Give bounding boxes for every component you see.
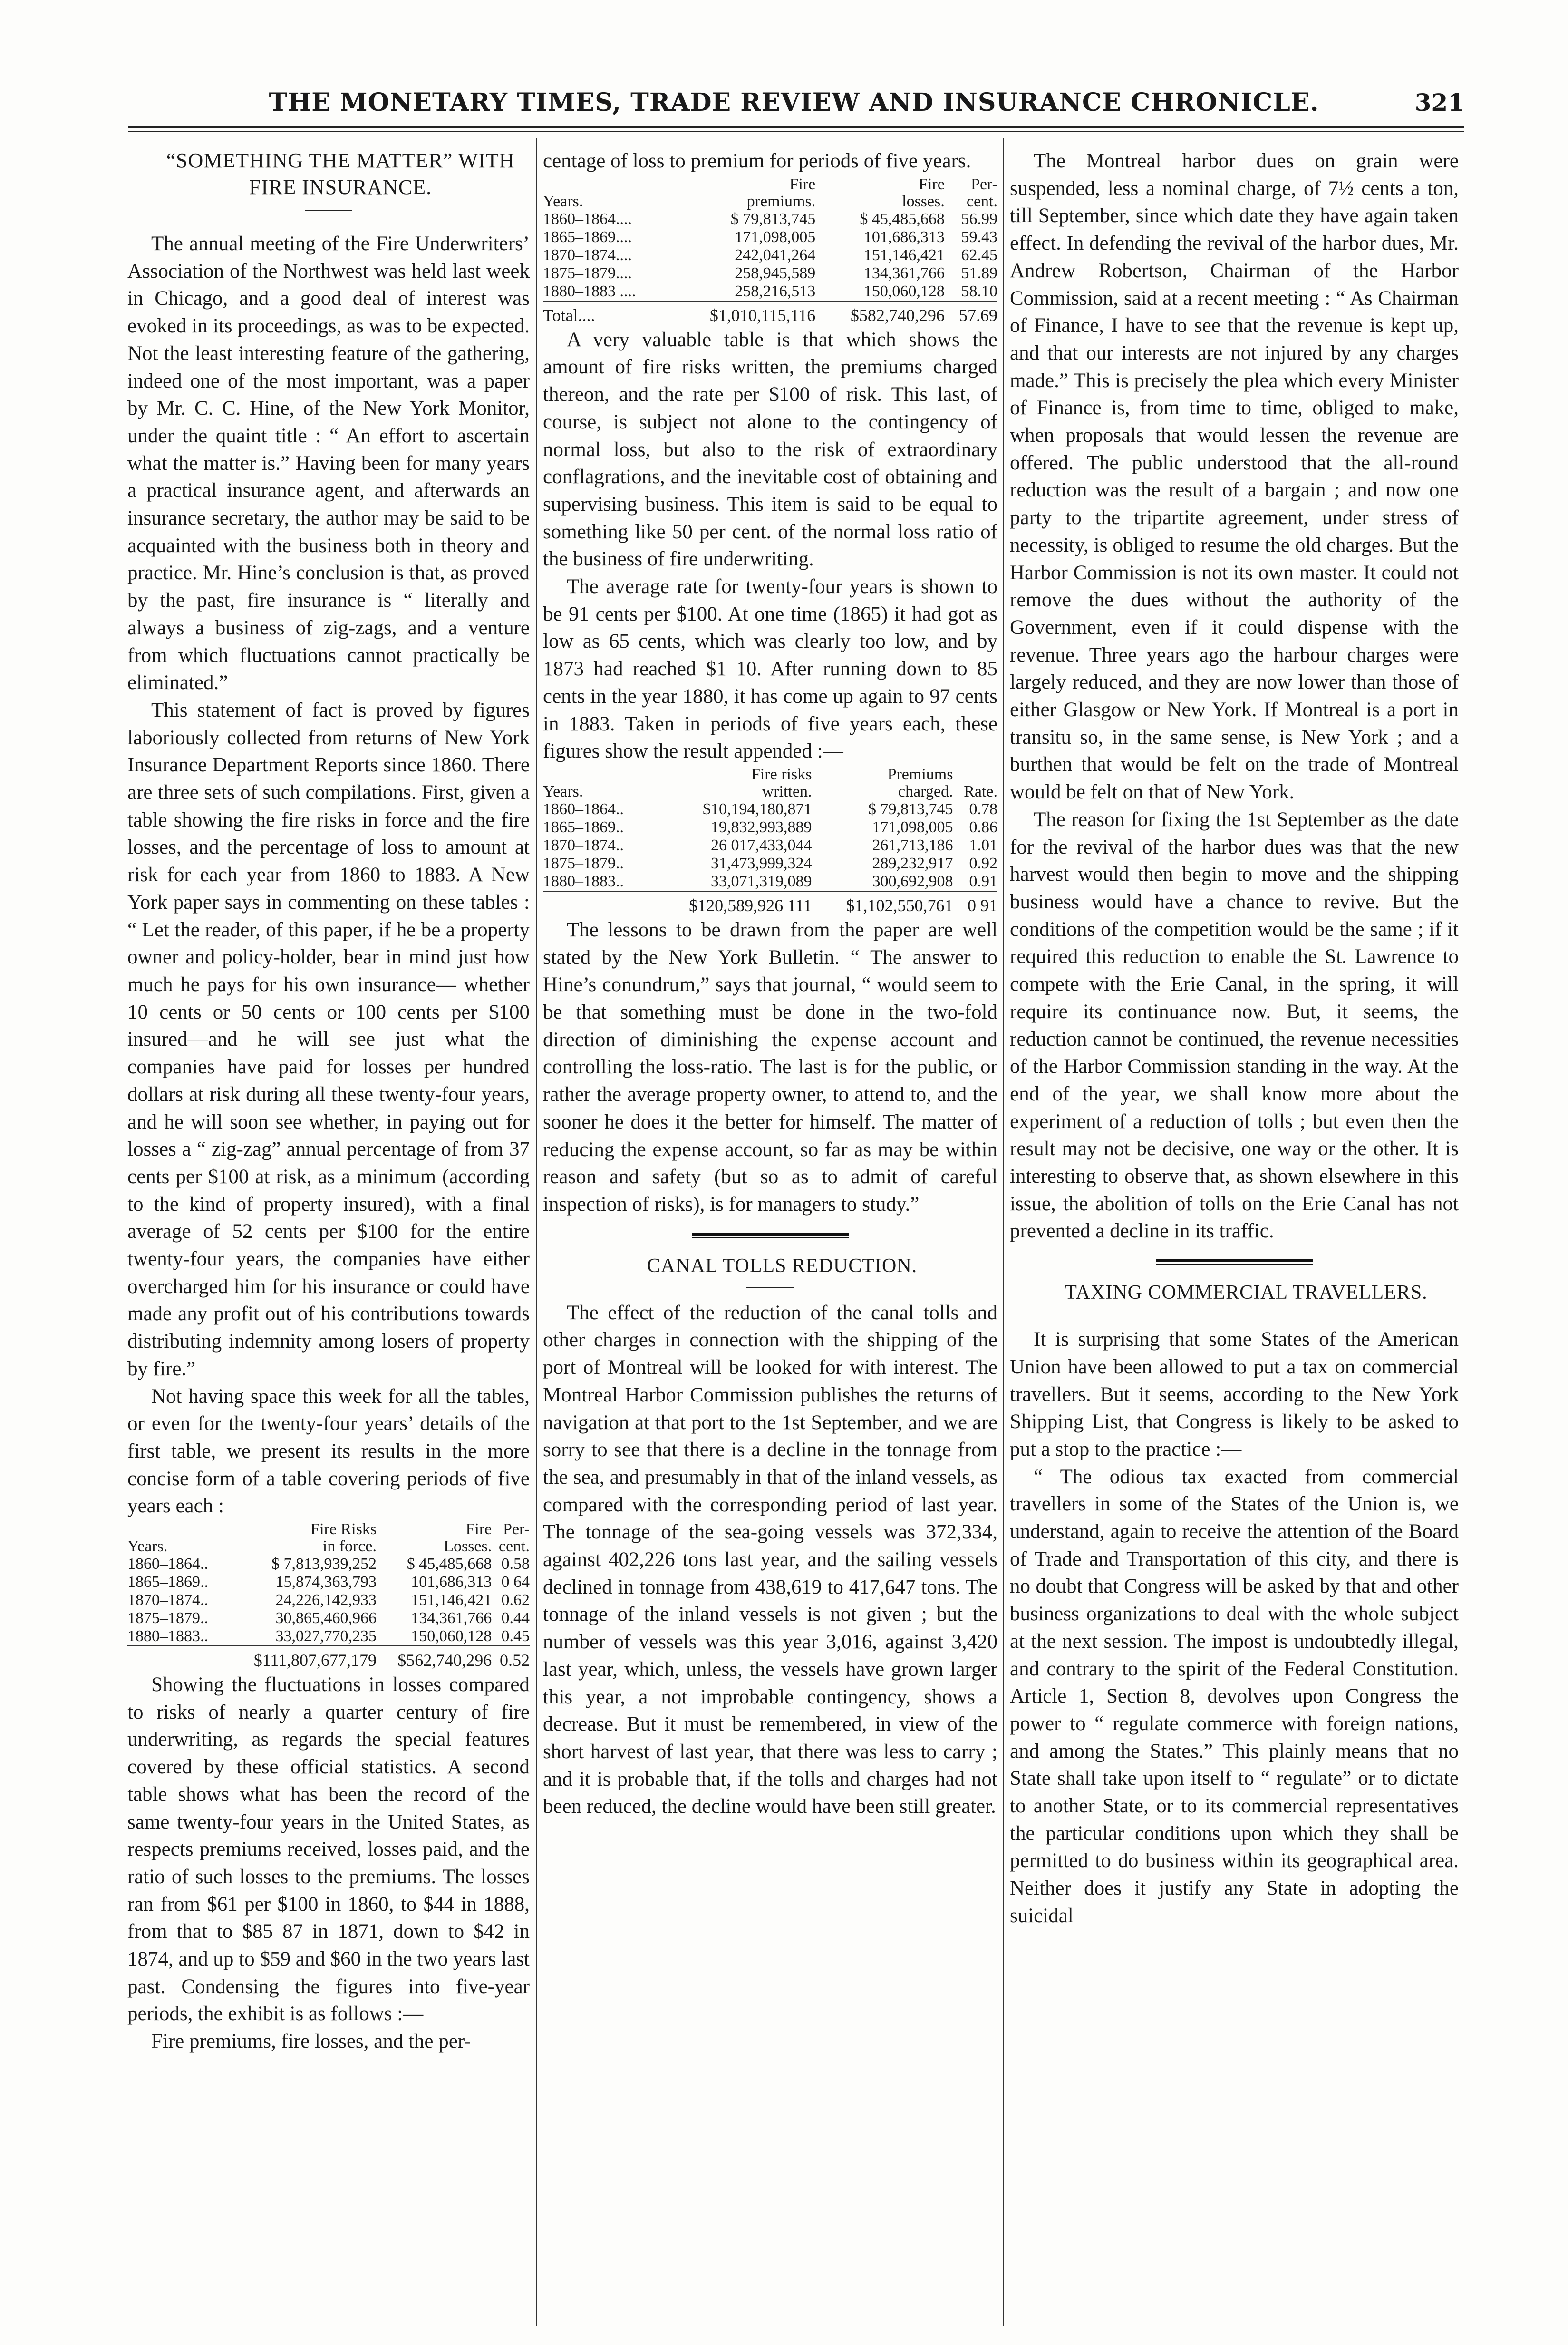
table-row — [127, 1555, 530, 1573]
table-header-row — [543, 766, 997, 783]
column-1 — [127, 147, 530, 2055]
table-cell: 300,692,908 — [872, 872, 953, 890]
section-rule-thick — [1156, 1259, 1313, 1262]
header-rule-thin — [128, 131, 1464, 132]
table-row — [543, 800, 997, 818]
table-cell: 1865–1869.. — [127, 1573, 208, 1591]
table-cell: 0.62 — [501, 1591, 530, 1609]
table-cell: $ 45,485,668 — [407, 1555, 492, 1573]
table-cell: 15,874,363,793 — [275, 1573, 377, 1591]
table-premiums-losses — [543, 176, 997, 324]
column-3 — [1010, 147, 1459, 1930]
table-header-row — [127, 1538, 530, 1555]
table-header-cell: cent. — [966, 192, 997, 210]
page-number: 321 — [1414, 88, 1464, 117]
table-header-cell: Fire — [465, 1520, 492, 1538]
table-cell: $ 45,485,668 — [860, 210, 945, 228]
table-cell: 101,686,313 — [411, 1573, 492, 1591]
table-header-cell: in force. — [322, 1537, 377, 1556]
table-cell: $ 7,813,939,252 — [271, 1555, 377, 1573]
table-header-row — [543, 176, 997, 193]
table-cell: 56.99 — [961, 210, 997, 228]
table-cell: 0.52 — [492, 1646, 530, 1669]
table-cell: 19,832,993,889 — [710, 818, 812, 836]
table-total-row — [543, 301, 997, 324]
table-cell: 1865–1869.... — [543, 228, 632, 246]
table-row — [543, 246, 997, 264]
table-header-cell: Years. — [127, 1537, 168, 1556]
table-cell: 134,361,766 — [411, 1609, 492, 1627]
table-header-cell: Per- — [503, 1520, 530, 1538]
paragraph: “ The odious tax exacted from commercial travellers in some of the States of the Union is, we understand, again to receive the attention of the Board of Trade and Transportation of this city, and there is no doubt that Congress will be asked by that and other business organizations to deal with the whole subject at the next session. The impost is undoubtedly illegal, and contrary to the spirit of the Federal Constitution. Article 1, Section 8, devolves upon Congress the power to “ regulate commerce with foreign nations, and among the States.” This plainly means that no State shall take upon itself to “ regulate” or to dictate to another State, or to its commercial representatives the particular conditions upon which they shall be permitted to do business within its geographical area. Neither does it justify any State in adopting the suicidal — [1010, 1465, 1459, 1927]
table-cell: 0.58 — [501, 1555, 530, 1573]
table-cell: 57.69 — [945, 301, 997, 324]
table-row — [543, 873, 997, 891]
table-header-cell — [127, 1521, 226, 1538]
table-cell: 1870–1874.. — [543, 836, 624, 854]
table-cell: Total.... — [543, 301, 670, 324]
table-cell: $ 79,813,745 — [868, 800, 953, 818]
table-header-cell: losses. — [902, 192, 945, 210]
table-cell: 261,713,186 — [872, 836, 953, 854]
article-headline-line2: FIRE INSURANCE. — [249, 175, 432, 199]
table-cell: 1880–1883.. — [543, 872, 624, 890]
table-cell: 1860–1864.. — [127, 1555, 208, 1573]
paragraph: The Montreal harbor dues on grain were suspended, less a nominal charge, of 7½ cents a ton, till September, since which date they have again taken effect. In defending the revival of the harbor dues, Mr. Andrew Robertson, Chairman of the Harbor Commission, said at a recent meeting : “ As Chairman of Finance, I have to see that the revenue is kept up, and that our interests are not injured by any charges made.” This is precisely the plea which every Minister of Finance is, from time to time, obliged to make, when proposals that would lessen the revenue are offered. The public understood that the all-round reduction was the result of a bargain ; and now one party to the tripartite agreement, under stress of necessity, is obliged to resume the old charges. But the Harbor Commission is not its own master. It could not remove the dues without the authority of the Government, even if it could dispense with the revenue. Three years ago the harbour charges were largely reduced, and they are now lower than those of either Glasgow or New York. If Montreal is a port in transitu so, in the same sense, is New York ; and a burthen that would be felt on the trade of Montreal would be felt on that of New York. — [1010, 150, 1459, 804]
paragraph: The reason for fixing the 1st September as the date for the revival of the harbor dues was that the new harvest would then begin to move and the shipping business would have a chance to revive. But the conditions of the competition would be the same ; if it required this reduction to enable the St. Lawrence to compete with the Erie Canal, in the spring, it will require its continuance now. But, it seems, the reduction cannot be continued, the revenue necessities of the Harbor Commission standing in the way. At the end of the year, we shall know more about the experiment of a reduction of tolls ; but even then the result may not be decisive, one way or the other. It is interesting to observe that, as shown elsewhere in this issue, the abolition of tolls on the Erie Canal has not prevented a decline in its traffic. — [1010, 808, 1459, 1243]
table-cell: $ 79,813,745 — [730, 210, 816, 228]
table-cell: 0.91 — [969, 872, 997, 890]
table-cell — [127, 1646, 226, 1669]
table-cell: 0.44 — [501, 1609, 530, 1627]
table-header-cell: charged. — [898, 782, 953, 800]
table-cell: 31,473,999,324 — [710, 854, 812, 872]
table-cell: 33,071,319,089 — [710, 872, 812, 890]
table-header-cell — [543, 766, 649, 783]
table-cell: 1.01 — [969, 836, 997, 854]
table-cell: 1865–1869.. — [543, 818, 624, 836]
table-cell: 1880–1883 .... — [543, 282, 636, 300]
table-header-row — [127, 1521, 530, 1538]
table-row — [543, 228, 997, 246]
table-fire-risks-losses — [127, 1521, 530, 1669]
table-cell: 0.86 — [969, 818, 997, 836]
table-row — [543, 210, 997, 228]
table-row — [543, 264, 997, 282]
table-cell: 51.89 — [961, 264, 997, 282]
table-cell: 58.10 — [961, 282, 997, 300]
table-cell: 258,216,513 — [735, 282, 816, 300]
table-cell: 1870–1874.... — [543, 246, 632, 264]
masthead-title: THE MONETARY TIMES, TRADE REVIEW AND INSURANCE CHRONICLE. — [269, 88, 1319, 117]
table-header-row — [543, 783, 997, 800]
table-cell: $562,740,296 — [377, 1646, 492, 1669]
table-total-row — [127, 1646, 530, 1669]
table-cell: 62.45 — [961, 246, 997, 264]
table-header-cell: Years. — [543, 782, 583, 800]
column-2 — [543, 147, 997, 1820]
section-rule-thick — [692, 1233, 849, 1236]
table-cell: $582,740,296 — [815, 301, 945, 324]
column-divider-1 — [536, 138, 537, 2326]
table-cell: 1860–1864.... — [543, 210, 632, 228]
table-row — [543, 282, 997, 301]
paragraph: Not having space this week for all the tables, or even for the twenty-four years’ details of the first table, we present its results in the more concise form of a table covering periods of five years each : — [127, 1385, 530, 1518]
table-header-cell: Fire — [789, 175, 816, 193]
table-cell: 0.78 — [969, 800, 997, 818]
table-cell: 242,041,264 — [735, 246, 816, 264]
table-cell: 0.45 — [501, 1627, 530, 1645]
headline-rule — [305, 210, 352, 211]
headline-rule — [746, 1287, 794, 1288]
table-cell: 59.43 — [961, 228, 997, 246]
table-cell: 171,098,005 — [872, 818, 953, 836]
paragraph: The annual meeting of the Fire Underwriters’ Association of the Northwest was held last week in Chicago, and a good deal of interest was evoked in its proceedings, as was to be expected. Not the least interesting feature of the gathering, indeed one of the most important, was a paper by Mr. C. C. Hine, of the New York Monitor, under the quaint title : “ An effort to ascertain what the matter is.” Having been for many years a practical insurance agent, and afterwards an insurance secretary, the author may be said to be acquainted with the business both in theory and practice. Mr. Hine’s conclusion is that, as proved by the past, fire insurance is “ literally and always a business of zig-zags, and a venture from which fluctuations cannot practically be eliminated.” — [127, 233, 530, 694]
table-cell: 0 91 — [953, 891, 997, 915]
table-header-cell: Rate. — [964, 782, 997, 800]
table-cell: $1,010,115,116 — [670, 301, 815, 324]
paragraph: The effect of the reduction of the canal tolls and other charges in connection with the shipping of the port of Montreal will be looked for with interest. The Montreal Harbor Commission publishes the returns of navigation at that port to the 1st September, and we are sorry to see that there is a decline in the tonnage from the sea, and presumably in that of the inland vessels, as compared with the corresponding period of last year. The tonnage of the sea-going vessels was 372,334, against 402,226 tons last year, and the sailing vessels declined in tonnage from 438,619 to 417,647 tons. The tonnage of the inland vessels is not given ; but the number of vessels was this year 3,016, against 3,420 last year, which, unless, the vessels have grown larger this year, a not improbable contingency, shows a decrease. But it must be remembered, in view of the short harvest of last year, that there was less to carry ; and it is probable that, if the tolls and charges had not been reduced, the decline would have been still greater. — [543, 1301, 997, 1818]
table-cell: $120,589,926 111 — [649, 891, 812, 915]
section-rule — [692, 1233, 849, 1238]
table-cell: 1875–1879.. — [127, 1609, 208, 1627]
table-total-row — [543, 891, 997, 915]
table-cell: 150,060,128 — [863, 282, 945, 300]
table-cell — [543, 891, 649, 915]
table-cell: 0.92 — [969, 854, 997, 872]
table-header-cell: Premiums — [887, 765, 953, 783]
table-header-cell: Losses. — [444, 1537, 492, 1556]
table-row — [543, 837, 997, 855]
paragraph: Fire premiums, fire losses, and the per- — [151, 2030, 471, 2053]
column-divider-2 — [1003, 138, 1004, 2326]
table-header-cell: Per- — [971, 175, 997, 193]
table-cell: 1870–1874.. — [127, 1591, 208, 1609]
table-row — [127, 1609, 530, 1627]
table-cell: 33,027,770,235 — [275, 1627, 377, 1645]
table-cell: 171,098,005 — [735, 228, 816, 246]
paragraph: centage of loss to premium for periods of five years. — [543, 150, 971, 172]
paragraph: The lessons to be drawn from the paper are well stated by the New York Bulletin. “ The answer to Hine’s conundrum,” says that journal, “ would seem to be that something must be done in the two-fold direction of diminishing the expense account and controlling the loss-ratio. The last is for the public, or rather the average property owner, to attend to, and the sooner he does it the better for himself. The matter of reducing the expense account, so far as may be within reason and safety (but so as to admit of careful inspection of risks), is for managers to study.” — [543, 918, 997, 1216]
table-row — [543, 855, 997, 873]
table-row — [127, 1627, 530, 1646]
table-header-cell: cent. — [498, 1537, 530, 1556]
table-header-cell — [543, 176, 670, 193]
paragraph: It is surprising that some States of the American Union have been allowed to put a tax on commercial travellers. But it seems, according to the New York Shipping List, that Congress is likely to be asked to put a stop to the practice :— — [1010, 1328, 1459, 1460]
article-headline: TAXING COMMERCIAL TRAVELLERS. — [1065, 1282, 1428, 1304]
paragraph: Showing the fluctuations in losses compared to risks of nearly a quarter century of fire underwriting, as regards the special features covered by these official statistics. A second table shows what has been the record of the same twenty-four years in the United States, as respects premiums received, losses paid, and the ratio of such losses to the premiums. The losses ran from $61 per $100 in 1860, to $44 in 1888, from that to $85 87 in 1871, down to $42 in 1874, and up to $59 and $60 in the two years last past. Condensing the figures into five-year periods, the exhibit is as follows :— — [127, 1674, 530, 2025]
table-header-cell — [953, 766, 997, 783]
article-headline: CANAL TOLLS REDUCTION. — [647, 1255, 918, 1277]
table-cell: 151,146,421 — [411, 1591, 492, 1609]
table-cell: 30,865,460,966 — [275, 1609, 377, 1627]
table-header-cell: Fire — [919, 175, 945, 193]
table-row — [543, 818, 997, 837]
table-cell: $10,194,180,871 — [702, 800, 812, 818]
table-cell: 289,232,917 — [872, 854, 953, 872]
table-header-cell: Years. — [543, 192, 583, 210]
table-cell: 24,226,142,933 — [275, 1591, 377, 1609]
table-cell: 1860–1864.. — [543, 800, 624, 818]
table-cell: 26 017,433,044 — [710, 836, 812, 854]
table-cell: $111,807,677,179 — [226, 1646, 377, 1669]
section-rule-thin — [692, 1237, 849, 1238]
table-header-cell: premiums. — [746, 192, 816, 210]
table-cell: 101,686,313 — [863, 228, 945, 246]
paragraph: This statement of fact is proved by figures laboriously collected from returns of New York Insurance Department Reports since 1860. There are three sets of such compilations. First, given a table showing the fire risks in force and the fire losses, and the percentage of loss to amount at risk for each year from 1860 to 1883. A New York paper says in commenting on these tables : “ Let the reader, of this paper, if he be a property owner and policy-holder, bear in mind just how much he pays for his own insurance— whether 10 cents or 50 cents or 100 cents per $100 insured—and he will see just what the companies have paid for losses per hundred dollars at risk during all these twenty-four years, and he will soon see whether, in paying out for losses a “ zig-zag” annual percentage of from 37 cents per $100 at risk, as a minimum (according to the kind of property insured), with a final average of 52 cents per $100 for the entire twenty-four years, the companies have either overcharged him for his insurance or could have made any profit out of his contributions towards distributing indemnity among losers of property by fire.” — [127, 699, 530, 1380]
table-cell: $1,102,550,761 — [812, 891, 953, 915]
table-cell: 1880–1883.. — [127, 1627, 208, 1645]
table-cell: 1875–1879.. — [543, 854, 624, 872]
header-rule — [128, 126, 1464, 128]
table-risks-premiums-rate — [543, 766, 997, 915]
section-rule-thin — [1156, 1264, 1313, 1265]
section-rule — [1156, 1259, 1313, 1265]
table-cell: 1875–1879.... — [543, 264, 632, 282]
table-cell: 150,060,128 — [411, 1627, 492, 1645]
table-header-cell: Fire risks — [751, 765, 812, 783]
table-cell: 151,146,421 — [863, 246, 945, 264]
table-cell: 0 64 — [501, 1573, 530, 1591]
paragraph: A very valuable table is that which shows the amount of fire risks written, the premiums charged thereon, and the rate per $100 of risk. This last, of course, is subject not alone to the contingency of normal loss, but also to the risk of extraordinary conflagrations, and the inevitable cost of obtaining and supervising business. This item is said to be equal to something like 50 per cent. of the normal loss ratio of the business of fire underwriting. — [543, 328, 997, 571]
table-header-cell: Fire Risks — [310, 1520, 377, 1538]
table-header-cell: written. — [762, 782, 812, 800]
table-cell: 258,945,589 — [735, 264, 816, 282]
article-headline: “SOMETHING THE MATTER” WITH — [166, 149, 515, 172]
table-row — [127, 1591, 530, 1609]
table-row — [127, 1573, 530, 1591]
table-cell: 134,361,766 — [863, 264, 945, 282]
table-header-row — [543, 193, 997, 210]
paragraph: The average rate for twenty-four years is shown to be 91 cents per $100. At one time (1865) it had got as low as 65 cents, which was clearly too low, and by 1873 had reached $1 10. After running down to 85 cents in the year 1880, it has come up again to 97 cents in 1883. Taken in periods of five years each, these figures show the result appended :— — [543, 575, 997, 763]
